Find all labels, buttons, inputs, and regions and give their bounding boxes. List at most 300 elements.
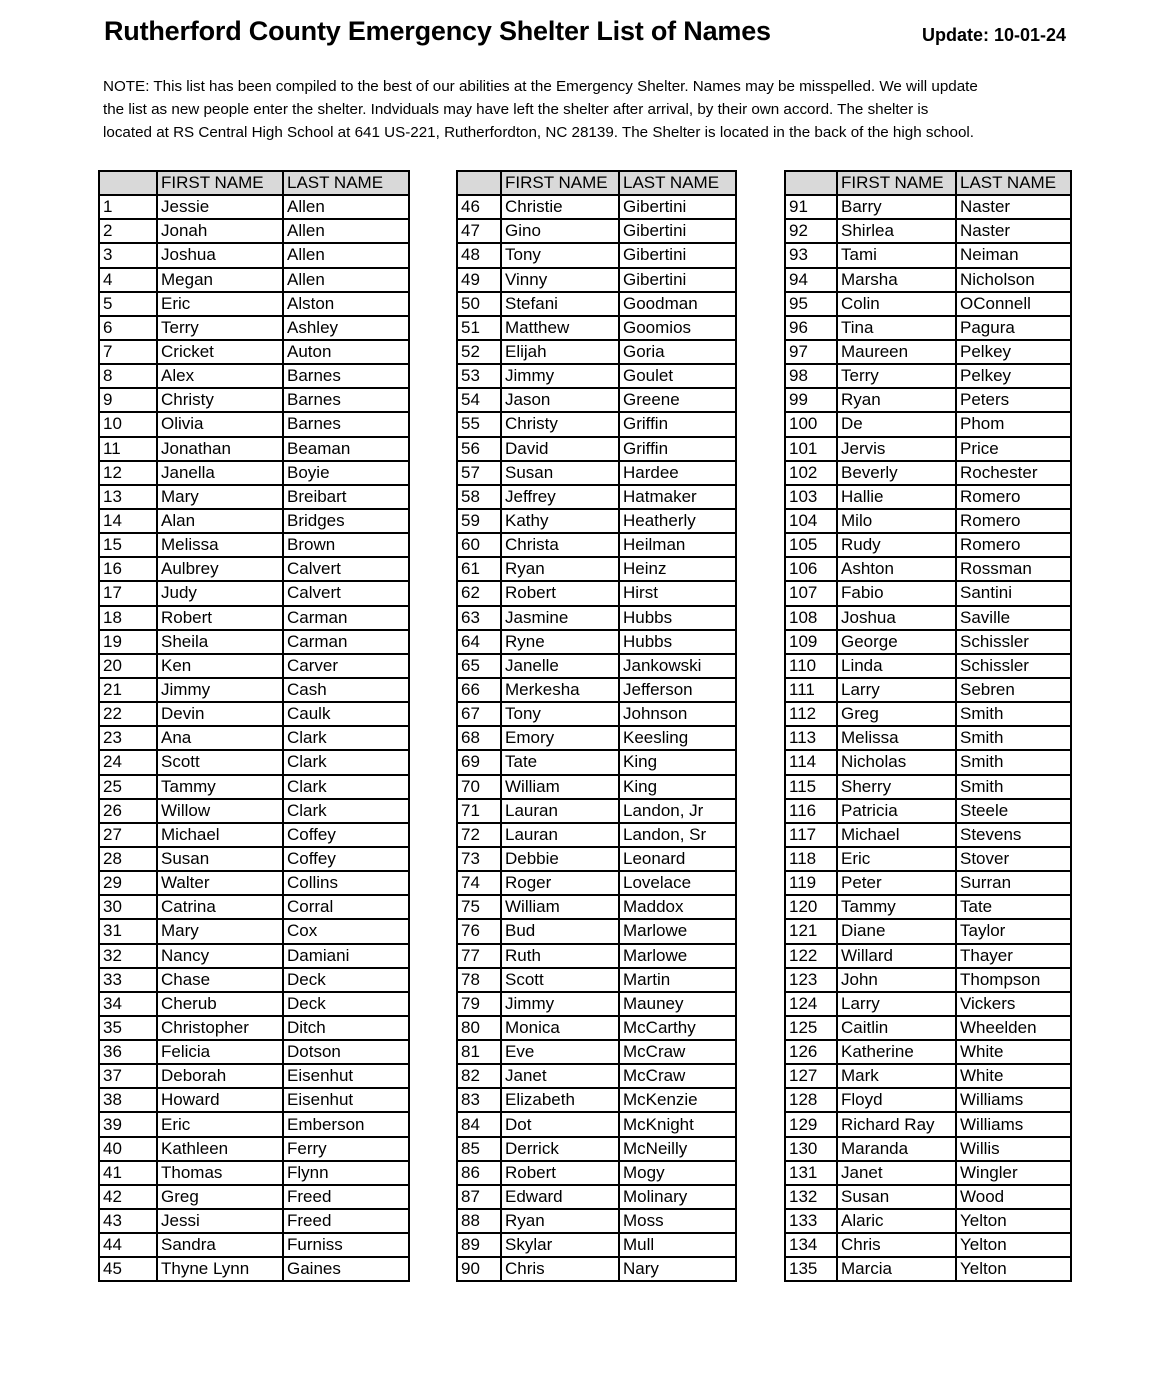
row-number: 102 (785, 461, 837, 485)
row-number: 57 (457, 461, 501, 485)
last-name-cell: Caulk (283, 702, 409, 726)
table-row (785, 557, 1071, 581)
last-name-cell: Clark (283, 726, 409, 750)
table-row (457, 243, 736, 267)
row-number: 110 (785, 654, 837, 678)
first-name-cell: George (837, 630, 956, 654)
first-name-header: FIRST NAME (501, 171, 619, 195)
last-name-cell: Dotson (283, 1040, 409, 1064)
last-name-cell: Nicholson (956, 268, 1071, 292)
row-number: 82 (457, 1064, 501, 1088)
table-row (785, 243, 1071, 267)
first-name-cell: Deborah (157, 1064, 283, 1088)
row-number: 58 (457, 485, 501, 509)
table-row (99, 340, 409, 364)
table-row (457, 823, 736, 847)
row-number: 118 (785, 847, 837, 871)
table-row (785, 388, 1071, 412)
row-number: 80 (457, 1016, 501, 1040)
row-number: 104 (785, 509, 837, 533)
row-number: 47 (457, 219, 501, 243)
last-name-cell: Calvert (283, 581, 409, 605)
first-name-cell: Joshua (157, 243, 283, 267)
first-name-cell: Tony (501, 243, 619, 267)
row-number: 53 (457, 364, 501, 388)
row-number: 30 (99, 895, 157, 919)
first-name-cell: Maranda (837, 1137, 956, 1161)
first-name-cell: Eve (501, 1040, 619, 1064)
first-name-cell: Judy (157, 581, 283, 605)
first-name-cell: Ryan (501, 1209, 619, 1233)
row-number: 117 (785, 823, 837, 847)
first-name-cell: Sandra (157, 1233, 283, 1257)
table-row (457, 461, 736, 485)
row-number: 48 (457, 243, 501, 267)
last-name-cell: Stover (956, 847, 1071, 871)
last-name-cell: Ferry (283, 1137, 409, 1161)
last-name-cell: Surran (956, 871, 1071, 895)
row-number: 96 (785, 316, 837, 340)
first-name-cell: Joshua (837, 606, 956, 630)
table-row (785, 1040, 1071, 1064)
row-number: 77 (457, 944, 501, 968)
table-row (457, 919, 736, 943)
table-row (99, 823, 409, 847)
table-row (99, 871, 409, 895)
last-name-cell: Carver (283, 654, 409, 678)
first-name-cell: Ryne (501, 630, 619, 654)
first-name-cell: Thyne Lynn (157, 1257, 283, 1281)
last-name-cell: Molinary (619, 1185, 736, 1209)
first-name-cell: Kathy (501, 509, 619, 533)
table-row (785, 895, 1071, 919)
row-number: 92 (785, 219, 837, 243)
table-row (785, 726, 1071, 750)
first-name-cell: Stefani (501, 292, 619, 316)
last-name-cell: Gibertini (619, 219, 736, 243)
row-number: 109 (785, 630, 837, 654)
last-name-cell: Marlowe (619, 944, 736, 968)
table-row (99, 412, 409, 436)
last-name-cell: Emberson (283, 1112, 409, 1136)
first-name-cell: Lauran (501, 799, 619, 823)
last-name-cell: Pagura (956, 316, 1071, 340)
row-number: 18 (99, 606, 157, 630)
first-name-cell: Chase (157, 968, 283, 992)
first-name-cell: Tate (501, 750, 619, 774)
last-name-cell: Schissler (956, 654, 1071, 678)
table-row (99, 847, 409, 871)
last-name-cell: Naster (956, 219, 1071, 243)
first-name-cell: Monica (501, 1016, 619, 1040)
last-name-cell: Santini (956, 581, 1071, 605)
last-name-cell: Mogy (619, 1161, 736, 1185)
first-name-cell: Edward (501, 1185, 619, 1209)
table-row (785, 1209, 1071, 1233)
first-name-cell: Jimmy (501, 364, 619, 388)
last-name-cell: Sebren (956, 678, 1071, 702)
last-name-cell: Phom (956, 412, 1071, 436)
table-row (99, 895, 409, 919)
first-name-cell: Ken (157, 654, 283, 678)
last-name-cell: Keesling (619, 726, 736, 750)
row-number: 112 (785, 702, 837, 726)
first-name-cell: Larry (837, 678, 956, 702)
row-number: 84 (457, 1112, 501, 1136)
last-name-cell: Wood (956, 1185, 1071, 1209)
table-row (99, 630, 409, 654)
row-number: 133 (785, 1209, 837, 1233)
first-name-cell: Susan (501, 461, 619, 485)
table-row (457, 1112, 736, 1136)
last-name-cell: Hubbs (619, 630, 736, 654)
first-name-cell: Olivia (157, 412, 283, 436)
table-row (785, 1088, 1071, 1112)
table-row (457, 219, 736, 243)
first-name-cell: Ruth (501, 944, 619, 968)
last-name-cell: Carman (283, 606, 409, 630)
first-name-cell: Rudy (837, 533, 956, 557)
table-row (457, 1209, 736, 1233)
last-name-cell: King (619, 750, 736, 774)
first-name-cell: Barry (837, 195, 956, 219)
first-name-header: FIRST NAME (157, 171, 283, 195)
last-name-cell: McCarthy (619, 1016, 736, 1040)
table-row (457, 195, 736, 219)
first-name-cell: Alaric (837, 1209, 956, 1233)
first-name-cell: Chris (837, 1233, 956, 1257)
last-name-cell: Pelkey (956, 340, 1071, 364)
names-table-1 (98, 170, 410, 1282)
table-row (99, 1064, 409, 1088)
first-name-cell: Willow (157, 799, 283, 823)
first-name-cell: Merkesha (501, 678, 619, 702)
last-name-cell: Landon, Jr (619, 799, 736, 823)
last-name-cell: Stevens (956, 823, 1071, 847)
row-number: 93 (785, 243, 837, 267)
table-row (99, 509, 409, 533)
table-row (99, 1233, 409, 1257)
last-name-cell: Smith (956, 750, 1071, 774)
first-name-cell: Chris (501, 1257, 619, 1281)
last-name-cell: Rossman (956, 557, 1071, 581)
table-row (99, 1040, 409, 1064)
table-row (785, 775, 1071, 799)
row-number: 5 (99, 292, 157, 316)
row-number: 25 (99, 775, 157, 799)
table-row (457, 268, 736, 292)
last-name-cell: Schissler (956, 630, 1071, 654)
row-number: 45 (99, 1257, 157, 1281)
first-name-cell: Tony (501, 702, 619, 726)
table-row (99, 316, 409, 340)
first-name-cell: Christopher (157, 1016, 283, 1040)
last-name-cell: Landon, Sr (619, 823, 736, 847)
row-number: 99 (785, 388, 837, 412)
row-number: 66 (457, 678, 501, 702)
table-row (785, 1161, 1071, 1185)
last-name-cell: Williams (956, 1088, 1071, 1112)
row-number: 94 (785, 268, 837, 292)
page-title: Rutherford County Emergency Shelter List of Names (104, 16, 771, 46)
row-number: 125 (785, 1016, 837, 1040)
first-name-cell: Jimmy (157, 678, 283, 702)
last-name-header: LAST NAME (283, 171, 409, 195)
table-row (99, 799, 409, 823)
last-name-cell: McKenzie (619, 1088, 736, 1112)
table-row (457, 1233, 736, 1257)
last-name-cell: Goria (619, 340, 736, 364)
last-name-cell: Goomios (619, 316, 736, 340)
last-name-cell: Jefferson (619, 678, 736, 702)
last-name-cell: Barnes (283, 388, 409, 412)
first-name-cell: Mark (837, 1064, 956, 1088)
row-number: 20 (99, 654, 157, 678)
last-name-cell: Steele (956, 799, 1071, 823)
table-row (457, 581, 736, 605)
row-number: 129 (785, 1112, 837, 1136)
row-number: 2 (99, 219, 157, 243)
row-number: 36 (99, 1040, 157, 1064)
table-row (99, 533, 409, 557)
table-row (457, 533, 736, 557)
row-number: 123 (785, 968, 837, 992)
first-name-cell: Melissa (157, 533, 283, 557)
row-number: 98 (785, 364, 837, 388)
first-name-cell: Alan (157, 509, 283, 533)
table-row (99, 726, 409, 750)
table-row (785, 919, 1071, 943)
row-number: 79 (457, 992, 501, 1016)
first-name-cell: Ryan (501, 557, 619, 581)
first-name-cell: Willard (837, 944, 956, 968)
last-name-cell: Marlowe (619, 919, 736, 943)
row-number: 106 (785, 557, 837, 581)
last-name-cell: Deck (283, 968, 409, 992)
first-name-cell: Gino (501, 219, 619, 243)
table-row (457, 847, 736, 871)
first-name-cell: Catrina (157, 895, 283, 919)
last-name-cell: Taylor (956, 919, 1071, 943)
table-row (785, 292, 1071, 316)
row-number: 78 (457, 968, 501, 992)
row-number: 21 (99, 678, 157, 702)
last-name-cell: Hatmaker (619, 485, 736, 509)
first-name-cell: Jessie (157, 195, 283, 219)
last-name-cell: Allen (283, 268, 409, 292)
first-name-cell: Dot (501, 1112, 619, 1136)
first-name-cell: Jervis (837, 437, 956, 461)
row-number: 28 (99, 847, 157, 871)
first-name-cell: Jonah (157, 219, 283, 243)
table-row (785, 606, 1071, 630)
table-row (99, 292, 409, 316)
last-name-cell: Alston (283, 292, 409, 316)
table-row (457, 364, 736, 388)
row-number: 135 (785, 1257, 837, 1281)
last-name-cell: Mull (619, 1233, 736, 1257)
row-number: 83 (457, 1088, 501, 1112)
row-number: 11 (99, 437, 157, 461)
row-number: 114 (785, 750, 837, 774)
last-name-cell: Goodman (619, 292, 736, 316)
last-name-cell: Cash (283, 678, 409, 702)
row-number: 31 (99, 919, 157, 943)
row-number: 87 (457, 1185, 501, 1209)
table-row (457, 799, 736, 823)
row-number: 130 (785, 1137, 837, 1161)
table-row (99, 750, 409, 774)
table-row (99, 606, 409, 630)
table-row (785, 1185, 1071, 1209)
table-row (457, 557, 736, 581)
row-number: 8 (99, 364, 157, 388)
last-name-cell: Tate (956, 895, 1071, 919)
first-name-cell: John (837, 968, 956, 992)
table-row (785, 1016, 1071, 1040)
last-name-cell: Brown (283, 533, 409, 557)
row-number: 105 (785, 533, 837, 557)
row-number: 49 (457, 268, 501, 292)
first-name-cell: Jeffrey (501, 485, 619, 509)
row-number: 4 (99, 268, 157, 292)
row-number: 33 (99, 968, 157, 992)
row-number: 61 (457, 557, 501, 581)
last-name-cell: Yelton (956, 1257, 1071, 1281)
row-number: 111 (785, 678, 837, 702)
first-name-cell: Eric (157, 292, 283, 316)
table-row (99, 461, 409, 485)
table-row (785, 581, 1071, 605)
last-name-cell: Ditch (283, 1016, 409, 1040)
first-name-cell: Debbie (501, 847, 619, 871)
row-number: 50 (457, 292, 501, 316)
row-number: 108 (785, 606, 837, 630)
first-name-cell: Terry (157, 316, 283, 340)
row-number: 95 (785, 292, 837, 316)
table-row (99, 364, 409, 388)
row-number: 24 (99, 750, 157, 774)
first-name-cell: Christie (501, 195, 619, 219)
table-row (457, 750, 736, 774)
first-name-cell: Diane (837, 919, 956, 943)
first-name-cell: Ana (157, 726, 283, 750)
row-number: 101 (785, 437, 837, 461)
first-name-cell: Scott (501, 968, 619, 992)
last-name-cell: Thompson (956, 968, 1071, 992)
number-header (457, 171, 501, 195)
first-name-cell: Jason (501, 388, 619, 412)
row-number: 107 (785, 581, 837, 605)
last-name-cell: Collins (283, 871, 409, 895)
table-row (457, 654, 736, 678)
row-number: 97 (785, 340, 837, 364)
first-name-cell: Michael (157, 823, 283, 847)
last-name-cell: Pelkey (956, 364, 1071, 388)
row-number: 122 (785, 944, 837, 968)
first-name-cell: Lauran (501, 823, 619, 847)
table-row (785, 461, 1071, 485)
last-name-cell: Allen (283, 243, 409, 267)
first-name-cell: Walter (157, 871, 283, 895)
row-number: 46 (457, 195, 501, 219)
first-name-cell: Susan (157, 847, 283, 871)
row-number: 39 (99, 1112, 157, 1136)
row-number: 19 (99, 630, 157, 654)
first-name-cell: Mary (157, 485, 283, 509)
row-number: 27 (99, 823, 157, 847)
last-name-header: LAST NAME (619, 171, 736, 195)
row-number: 7 (99, 340, 157, 364)
table-row (457, 1016, 736, 1040)
table-row (457, 726, 736, 750)
first-name-cell: Fabio (837, 581, 956, 605)
row-number: 67 (457, 702, 501, 726)
row-number: 32 (99, 944, 157, 968)
first-name-cell: Howard (157, 1088, 283, 1112)
row-number: 103 (785, 485, 837, 509)
last-name-cell: Neiman (956, 243, 1071, 267)
first-name-cell: Marcia (837, 1257, 956, 1281)
first-name-cell: Richard Ray (837, 1112, 956, 1136)
row-number: 116 (785, 799, 837, 823)
last-name-cell: Heatherly (619, 509, 736, 533)
last-name-cell: Hubbs (619, 606, 736, 630)
table-row (99, 243, 409, 267)
last-name-cell: Gibertini (619, 195, 736, 219)
last-name-cell: McCraw (619, 1040, 736, 1064)
table-row (785, 944, 1071, 968)
table-row (785, 654, 1071, 678)
table-row (99, 388, 409, 412)
first-name-cell: Michael (837, 823, 956, 847)
table-row (99, 268, 409, 292)
table-row (99, 654, 409, 678)
table-row (785, 268, 1071, 292)
table-row (99, 1112, 409, 1136)
first-name-cell: Peter (837, 871, 956, 895)
table-row (99, 581, 409, 605)
row-number: 126 (785, 1040, 837, 1064)
first-name-cell: Nicholas (837, 750, 956, 774)
table-row (99, 557, 409, 581)
row-number: 128 (785, 1088, 837, 1112)
last-name-cell: Allen (283, 195, 409, 219)
last-name-cell: Moss (619, 1209, 736, 1233)
row-number: 65 (457, 654, 501, 678)
table-row (457, 1161, 736, 1185)
names-table-2 (456, 170, 737, 1282)
row-number: 42 (99, 1185, 157, 1209)
table-row (785, 340, 1071, 364)
table-row (785, 702, 1071, 726)
table-row (785, 1064, 1071, 1088)
first-name-cell: Larry (837, 992, 956, 1016)
last-name-cell: Bridges (283, 509, 409, 533)
last-name-cell: Jankowski (619, 654, 736, 678)
table-row (457, 702, 736, 726)
row-number: 86 (457, 1161, 501, 1185)
table-row (785, 992, 1071, 1016)
table-row (785, 968, 1071, 992)
first-name-cell: Matthew (501, 316, 619, 340)
row-number: 6 (99, 316, 157, 340)
shelter-note: NOTE: This list has been compiled to the best of our abilities at the Emergency Shelter. Names may be misspelled. We will update the list as new people enter the shelter. Indviduals may have left the shelter after arrival, by their own accord. The shelter is located at RS Central High School at 641 US-221, Rutherfordton, NC 28139. The Shelter is located in the back of the high school. (103, 78, 978, 142)
row-number: 17 (99, 581, 157, 605)
row-number: 100 (785, 412, 837, 436)
last-name-cell: Coffey (283, 847, 409, 871)
last-name-cell: Mauney (619, 992, 736, 1016)
